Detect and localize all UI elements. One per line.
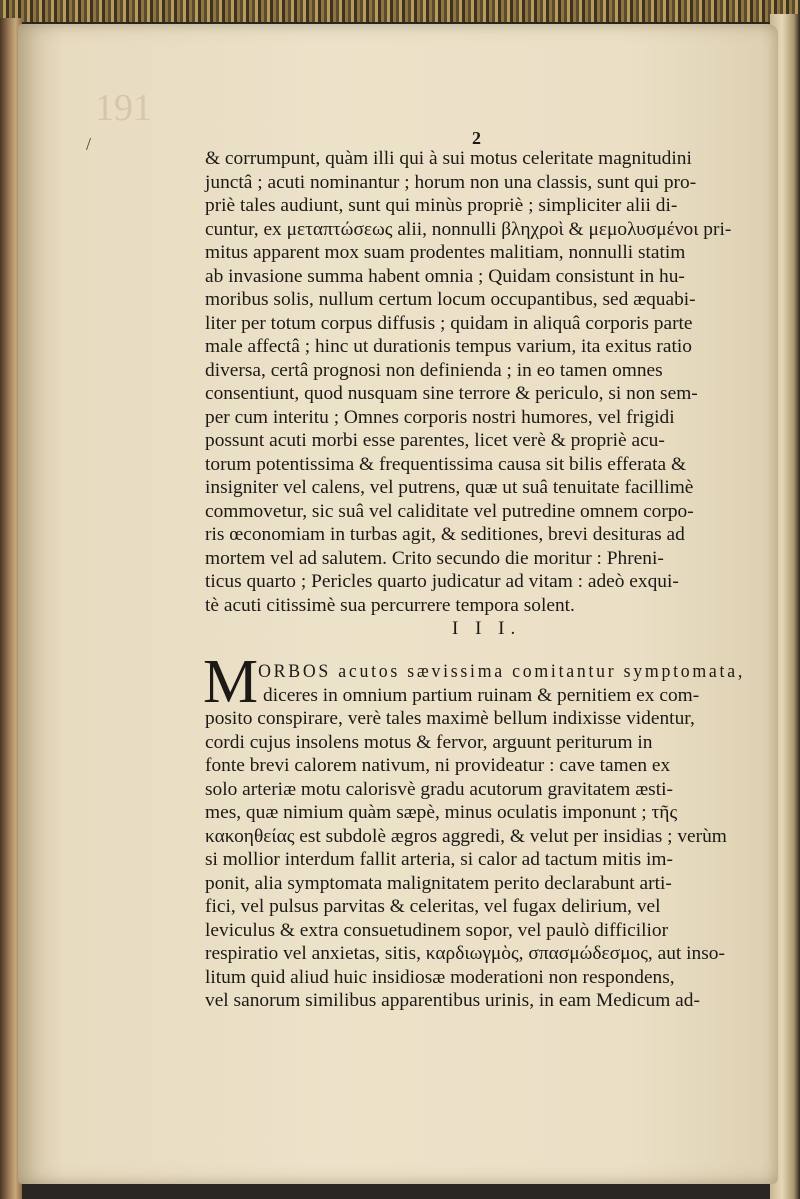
page-number: 2	[472, 128, 481, 148]
text-line: mitus apparent mox suam prodentes malitiam, nonnulli statim	[205, 242, 686, 263]
text-line: respiratio vel anxietas, sitis, καρδιωγμὸς, σπασμώδεσμος, aut inso-	[205, 943, 725, 964]
text-line: litum quid aliud huic insidiosæ moderationi non respondens,	[205, 966, 675, 988]
text-line: & corrumpunt, quàm illi qui à sui motus celeritate magnitudini	[205, 148, 692, 169]
gilt-top-edge	[0, 0, 800, 22]
drop-cap: M	[203, 648, 259, 716]
text-line: commovetur, sic suâ vel caliditate vel putredine omnem corpo-	[205, 500, 694, 522]
text-line: diversa, certâ prognosi non definienda ; in eo tamen omnes	[205, 359, 663, 381]
text-line: solo arteriæ motu calorisvè gradu acutorum gravitatem æsti-	[205, 778, 673, 800]
text-line: mortem vel ad salutem. Crito secundo die moritur : Phreni-	[205, 547, 664, 569]
text-line: fici, vel pulsus parvitas & celeritas, vel fugax delirium, vel	[205, 896, 661, 917]
text-line: consentiunt, quod nusquam sine terrore & periculo, si non sem-	[205, 383, 698, 404]
text-line: ponit, alia symptomata malignitatem perito declarabunt arti-	[205, 872, 672, 894]
text-line: cuntur, ex μεταπτώσεως alii, nonnulli βληχροὶ & μεμολυσμένοι pri-	[205, 218, 732, 240]
text-line: priè tales audiunt, sunt qui minùs propriè ; simpliciter alii di-	[205, 195, 678, 216]
text-line: ab invasione summa habent omnia ; Quidam consistunt in hu-	[205, 265, 685, 287]
text-line: posito conspirare, verè tales maximè bellum indixisse videntur,	[205, 708, 695, 729]
text-line: ORBOS acutos sævissima comitantur symptomata,	[258, 661, 746, 682]
text-line: possunt acuti morbi esse parentes, licet verè & propriè acu-	[205, 430, 665, 451]
section-heading: I I I.	[452, 618, 522, 639]
text-line: tè acuti citissimè sua percurrere tempora solent.	[205, 594, 575, 616]
text-line: per cum interitu ; Omnes corporis nostri humores, vel frigidi	[205, 406, 675, 428]
text-line: mes, quæ nimium quàm sæpè, minus oculatis imponunt ; τῆς	[205, 802, 678, 823]
text-line: κακοηθείας est subdolè ægros aggredi, & velut per insidias ; verùm	[205, 825, 727, 847]
text-line: ticus quarto ; Pericles quarto judicatur ad vitam : adeò exqui-	[205, 571, 679, 592]
text-line: moribus solis, nullum certum locum occupantibus, sed æquabi-	[205, 289, 696, 310]
text-line: junctâ ; acuti nominantur ; horum non una classis, sunt qui pro-	[205, 171, 697, 193]
text-line: liter per totum corpus diffusis ; quidam in aliquâ corporis parte	[205, 312, 693, 334]
text-line: ris œconomiam in turbas agit, & seditiones, brevi desituras ad	[205, 524, 685, 545]
text-line: leviculus & extra consuetudinem sopor, vel paulò difficilior	[205, 919, 669, 941]
bleed-through-text: 191	[95, 87, 152, 129]
paragraph-section-3	[205, 660, 750, 1013]
text-line: male affectâ ; hinc ut durationis tempus varium, ita exitus ratio	[205, 336, 692, 357]
paragraph-continued	[205, 147, 750, 617]
text-line: vel sanorum similibus apparentibus urinis, in eam Medicum ad-	[205, 990, 700, 1011]
text-line: torum potentissima & frequentissima causa sit bilis efferata &	[205, 453, 687, 475]
margin-mark: /	[86, 134, 92, 154]
text-line: insigniter vel calens, vel putrens, quæ ut suâ tenuitate facillimè	[205, 477, 694, 498]
text-line: cordi cujus insolens motus & fervor, arguunt periturum in	[205, 731, 653, 753]
text-line: diceres in omnium partium ruinam & pernitiem ex com-	[263, 684, 700, 706]
text-line: fonte brevi calorem nativum, ni provideatur : cave tamen ex	[205, 755, 671, 776]
text-line: si mollior interdum fallit arteria, si calor ad tactum mitis im-	[205, 849, 673, 870]
